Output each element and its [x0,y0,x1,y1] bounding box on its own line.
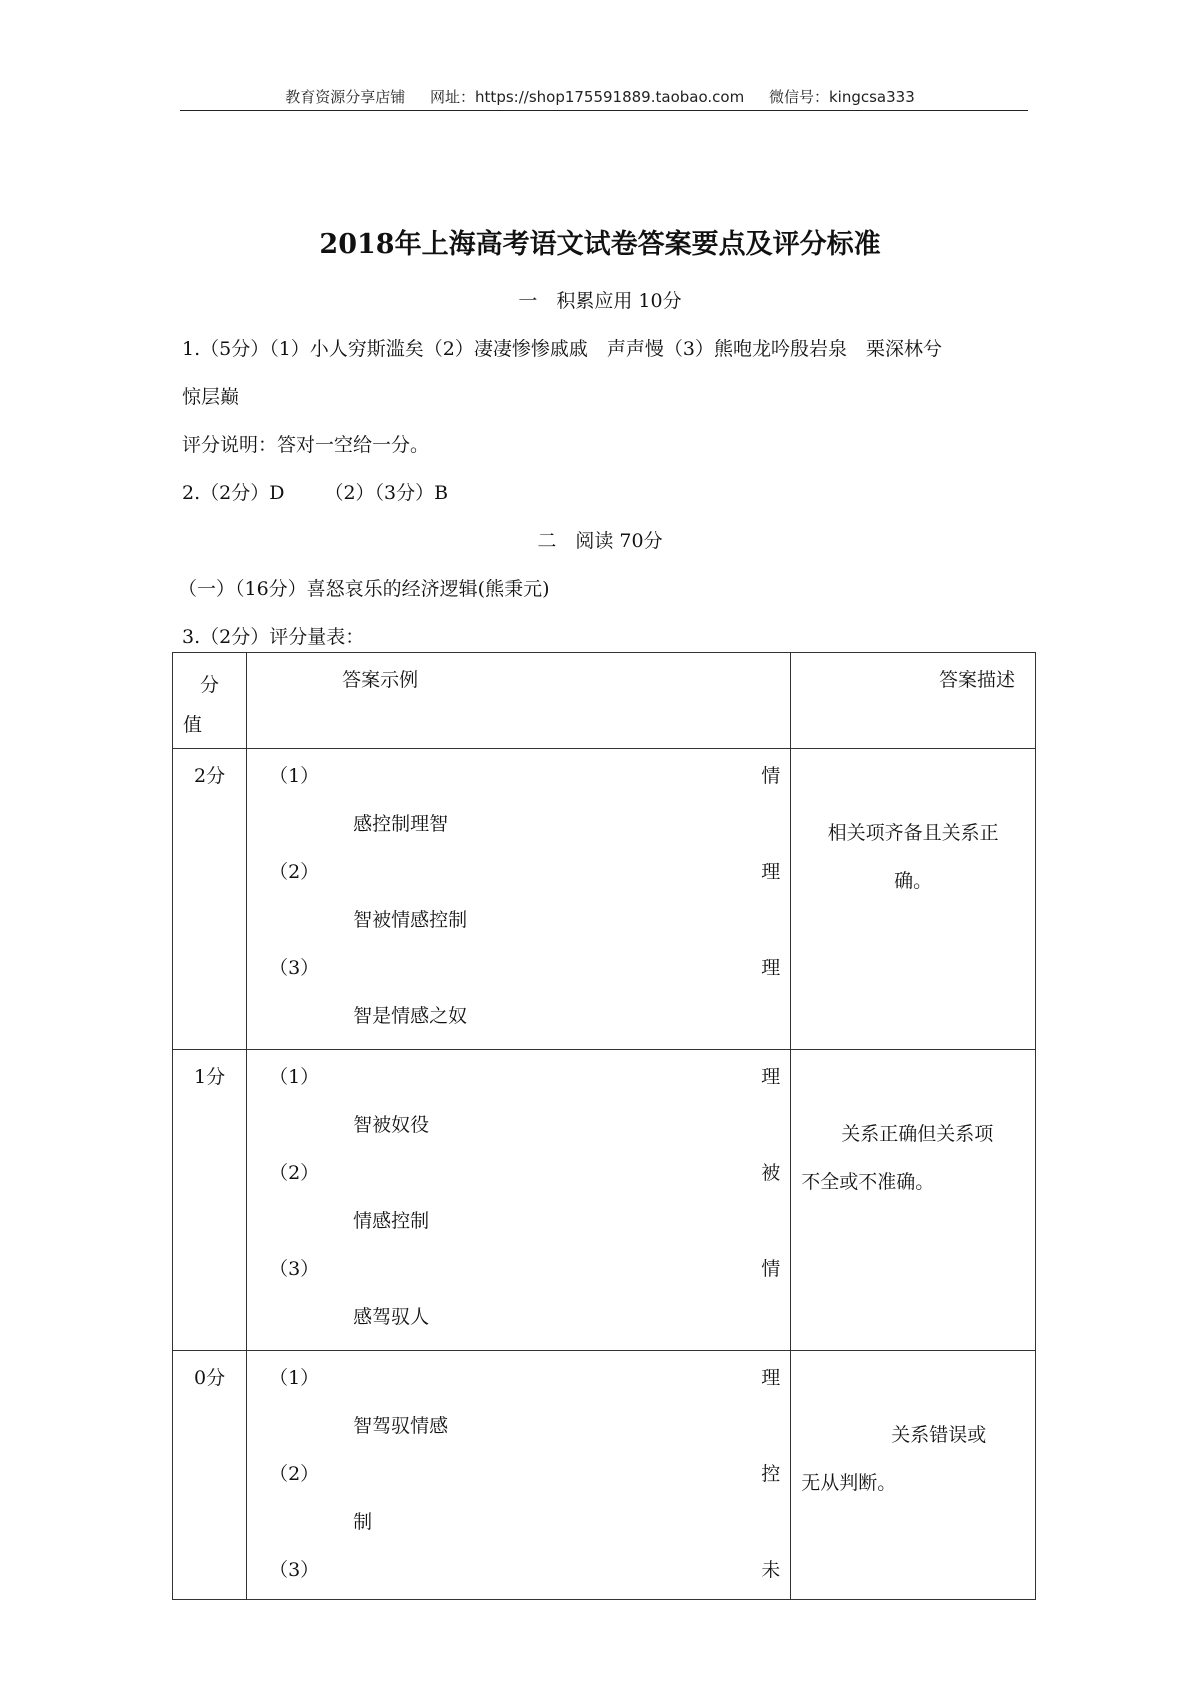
example-item [269,1555,780,1599]
header-score-top: 分 [200,674,220,696]
shop-name: 教育资源分享店铺 [285,88,406,106]
example-item [269,1158,780,1254]
example-item [269,761,780,857]
description-cell [791,749,1036,1050]
description-line: 相关项齐备且关系正 [827,822,999,844]
example-item [269,1363,780,1459]
item-number: （1） [269,1367,320,1389]
example-cell [247,749,791,1050]
description-line: 不全或不准确。 [801,1171,935,1193]
item-number: （2） [269,1162,320,1184]
description-line: 无从判断。 [801,1472,897,1494]
item-first-char: 被 [761,1162,781,1184]
table-row [173,1050,1036,1351]
item-rest: 感控制理智 [353,813,449,835]
header-divider [180,110,1028,111]
example-item [269,857,780,953]
header-example: 答案示例 [247,653,791,749]
item-first-char: 理 [761,1367,781,1389]
wechat-id: 微信号：kingcsa333 [768,88,915,106]
score-value: 1分 [173,1050,247,1351]
item-rest: 智被情感控制 [353,909,468,931]
page-title: 2018年上海高考语文试卷答案要点及评分标准 [319,229,881,260]
table-row [173,749,1036,1050]
reading-passage-title: （一）（16分）喜怒哀乐的经济逻辑(熊秉元) [178,578,550,600]
example-cell [247,1351,791,1600]
item-first-char: 控 [761,1463,781,1485]
item-rest: 情感控制 [353,1210,430,1232]
score-value: 0分 [173,1351,247,1600]
item-number: （3） [269,957,320,979]
item-number: （1） [269,765,320,787]
score-value: 2分 [173,749,247,1050]
section-heading-accumulation: 一 积累应用 10分 [518,290,682,312]
description-cell [791,1351,1036,1600]
q3-label: 3.（2分）评分量表： [182,626,365,648]
table-row [173,1351,1036,1600]
example-item [269,1459,780,1555]
example-item [269,1062,780,1158]
q1-answer-line1: 1.（5分）（1）小人穷斯滥矣（2）凄凄惨惨戚戚 声声慢（3）熊咆龙吟殷岩泉 栗深林兮 [182,338,942,360]
description-line: 确。 [894,870,933,892]
example-cell [247,1050,791,1351]
page-header [0,86,1200,107]
q2-part2: （2）（3分）B [324,482,449,504]
item-rest: 智是情感之奴 [353,1005,468,1027]
example-item [269,953,780,1049]
q1-scoring-note: 评分说明：答对一空给一分。 [182,434,430,456]
item-number: （2） [269,1463,320,1485]
example-item [269,1254,780,1350]
header-description: 答案描述 [791,653,1036,749]
item-rest: 制 [353,1511,373,1533]
shop-url: 网址：https://shop175591889.taobao.com [430,88,745,106]
description-line: 关系正确但关系项 [841,1123,994,1145]
item-rest: 智被奴役 [353,1114,430,1136]
header-score-bottom: 值 [183,714,203,736]
item-number: （2） [269,861,320,883]
q2-answer [182,478,448,505]
item-first-char: 情 [761,1258,781,1280]
item-first-char: 未 [761,1559,781,1581]
item-number: （3） [269,1559,320,1581]
item-rest: 感驾驭人 [353,1306,430,1328]
item-first-char: 情 [761,765,781,787]
item-first-char: 理 [761,957,781,979]
item-number: （3） [269,1258,320,1280]
header-score [173,653,247,749]
section-heading-reading: 二 阅读 70分 [537,530,663,552]
description-line: 关系错误或 [891,1424,987,1446]
description-cell [791,1050,1036,1351]
q2-part1: 2.（2分）D [182,482,285,504]
item-rest: 智驾驭情感 [353,1415,449,1437]
item-number: （1） [269,1066,320,1088]
table-header-row [173,653,1036,749]
q1-answer-line2: 惊层巅 [182,386,240,408]
item-first-char: 理 [761,1066,781,1088]
scoring-table [172,652,1036,1600]
item-first-char: 理 [761,861,781,883]
